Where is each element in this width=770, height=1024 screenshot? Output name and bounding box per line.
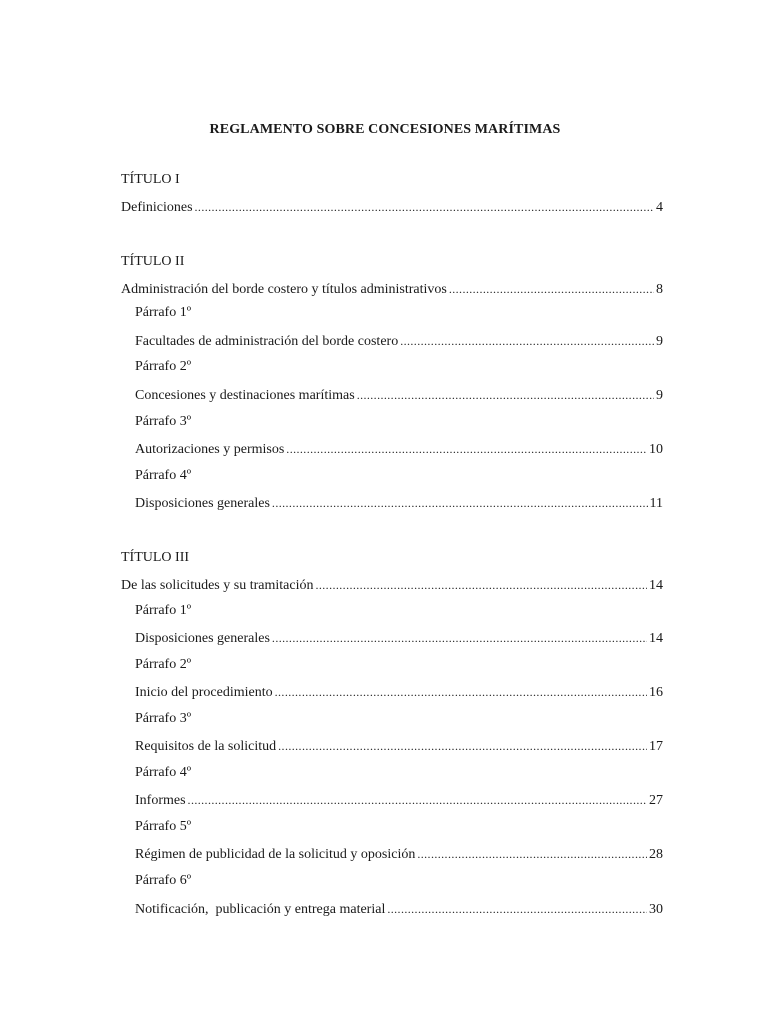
- section-heading-titulo-i: TÍTULO I: [121, 172, 180, 187]
- toc-page-number: 16: [649, 685, 663, 700]
- toc-entry[interactable]: [135, 331, 663, 351]
- toc-entry[interactable]: [135, 682, 663, 702]
- toc-entry[interactable]: [135, 736, 663, 756]
- paragraph-heading: Párrafo 6º: [135, 873, 192, 888]
- section-heading-titulo-iii: TÍTULO III: [121, 550, 190, 565]
- toc-dot-leader: [188, 790, 647, 810]
- toc-page-number: 17: [649, 739, 663, 754]
- paragraph-heading: Párrafo 2º: [135, 657, 192, 672]
- toc-dot-leader: [449, 279, 654, 299]
- toc-page-number: 27: [649, 793, 663, 808]
- toc-dot-leader: [275, 682, 647, 702]
- toc-dot-leader: [278, 736, 647, 756]
- toc-entry-label: Disposiciones generales: [135, 631, 270, 646]
- toc-page-number: 9: [656, 388, 663, 403]
- toc-page-number: 9: [656, 334, 663, 349]
- toc-dot-leader: [286, 439, 647, 459]
- toc-dot-leader: [417, 844, 647, 864]
- toc-page-number: 8: [656, 282, 663, 297]
- toc-dot-leader: [195, 197, 654, 217]
- paragraph-heading: Párrafo 4º: [135, 765, 192, 780]
- paragraph-heading: Párrafo 5º: [135, 819, 192, 834]
- toc-entry-label: Informes: [135, 793, 186, 808]
- paragraph-heading: Párrafo 1º: [135, 603, 192, 618]
- toc-entry-label: Inicio del procedimiento: [135, 685, 273, 700]
- toc-page-number: 28: [649, 847, 663, 862]
- toc-entry[interactable]: [121, 575, 663, 595]
- toc-entry[interactable]: [135, 439, 663, 459]
- toc-entry-label: De las solicitudes y su tramitación: [121, 578, 314, 593]
- toc-entry[interactable]: [135, 790, 663, 810]
- toc-dot-leader: [272, 493, 648, 513]
- toc-dot-leader: [315, 575, 647, 595]
- toc-entry-label: Facultades de administración del borde costero: [135, 334, 399, 349]
- toc-entry-label: Disposiciones generales: [135, 496, 270, 511]
- paragraph-heading: Párrafo 1º: [135, 305, 192, 320]
- toc-entry[interactable]: [135, 493, 663, 513]
- toc-entry[interactable]: [121, 197, 663, 217]
- toc-page-number: 11: [649, 496, 663, 511]
- toc-page-number: 14: [649, 631, 663, 646]
- toc-page-number: 4: [656, 200, 663, 215]
- toc-page-number: 14: [649, 578, 663, 593]
- toc-entry-label: Administración del borde costero y títulos administrativos: [121, 282, 447, 297]
- toc-entry-label: Definiciones: [121, 200, 193, 215]
- toc-entry[interactable]: [135, 628, 663, 648]
- section-heading-titulo-ii: TÍTULO II: [121, 254, 185, 269]
- toc-entry-label: Notificación, publicación y entrega material: [135, 902, 386, 917]
- toc-page-number: 10: [649, 442, 663, 457]
- toc-entry[interactable]: [135, 385, 663, 405]
- toc-entry[interactable]: [121, 279, 663, 299]
- toc-entry-label: Requisitos de la solicitud: [135, 739, 277, 754]
- toc-dot-leader: [387, 899, 647, 919]
- paragraph-heading: Párrafo 3º: [135, 414, 192, 429]
- toc-dot-leader: [357, 385, 654, 405]
- toc-dot-leader: [272, 628, 647, 648]
- toc-entry[interactable]: [135, 899, 663, 919]
- toc-page-number: 30: [649, 902, 663, 917]
- paragraph-heading: Párrafo 4º: [135, 468, 192, 483]
- toc-entry-label: Autorizaciones y permisos: [135, 442, 285, 457]
- document-title: REGLAMENTO SOBRE CONCESIONES MARÍTIMAS: [209, 122, 561, 137]
- toc-entry-label: Concesiones y destinaciones marítimas: [135, 388, 355, 403]
- toc-dot-leader: [400, 331, 654, 351]
- toc-entry-label: Régimen de publicidad de la solicitud y oposición: [135, 847, 416, 862]
- toc-entry[interactable]: [135, 844, 663, 864]
- paragraph-heading: Párrafo 3º: [135, 711, 192, 726]
- paragraph-heading: Párrafo 2º: [135, 359, 192, 374]
